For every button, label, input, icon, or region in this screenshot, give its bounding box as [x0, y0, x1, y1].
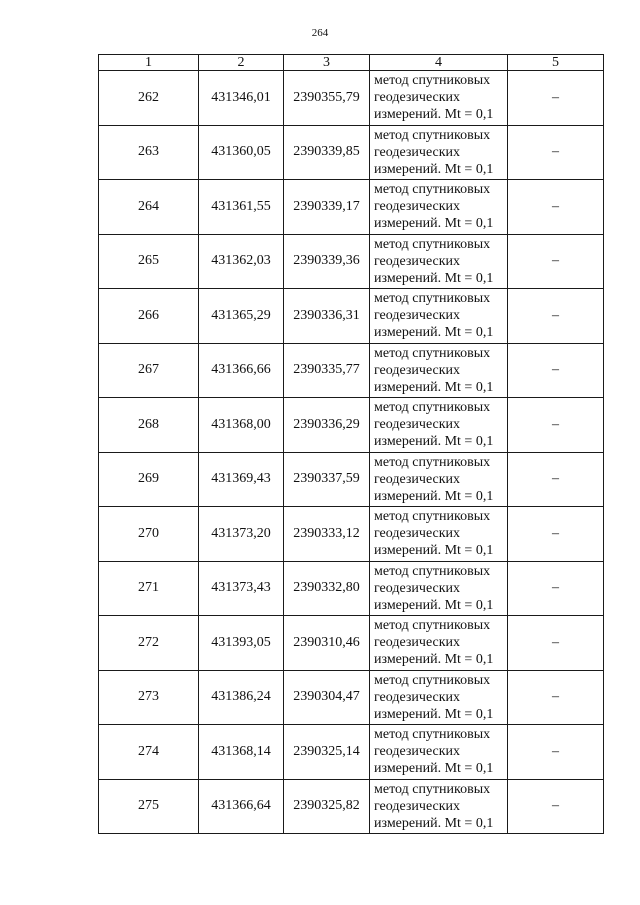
- header-row: [99, 55, 604, 71]
- table-body: [99, 71, 604, 834]
- x-coordinate-cell: 431360,05: [199, 125, 284, 180]
- note-cell: –: [508, 343, 604, 398]
- note-cell: –: [508, 507, 604, 562]
- note-cell: –: [508, 180, 604, 235]
- note-cell: –: [508, 71, 604, 126]
- method-cell: метод спутниковых геодезических измерений. Mt = 0,1: [370, 616, 508, 671]
- table-row: [99, 180, 604, 235]
- table-row: [99, 725, 604, 780]
- method-cell: метод спутниковых геодезических измерений. Mt = 0,1: [370, 452, 508, 507]
- y-coordinate-cell: 2390332,80: [284, 561, 370, 616]
- method-cell: метод спутниковых геодезических измерений. Mt = 0,1: [370, 561, 508, 616]
- x-coordinate-cell: 431368,14: [199, 725, 284, 780]
- note-cell: –: [508, 234, 604, 289]
- y-coordinate-cell: 2390339,17: [284, 180, 370, 235]
- header-col-5: 5: [508, 55, 604, 71]
- point-number-cell: 262: [99, 71, 199, 126]
- table-row: [99, 452, 604, 507]
- table-header: [99, 55, 604, 71]
- x-coordinate-cell: 431365,29: [199, 289, 284, 344]
- x-coordinate-cell: 431373,43: [199, 561, 284, 616]
- note-cell: –: [508, 452, 604, 507]
- note-cell: –: [508, 289, 604, 344]
- x-coordinate-cell: 431368,00: [199, 398, 284, 453]
- y-coordinate-cell: 2390325,82: [284, 779, 370, 834]
- y-coordinate-cell: 2390335,77: [284, 343, 370, 398]
- note-cell: –: [508, 561, 604, 616]
- note-cell: –: [508, 670, 604, 725]
- method-cell: метод спутниковых геодезических измерений. Mt = 0,1: [370, 670, 508, 725]
- y-coordinate-cell: 2390304,47: [284, 670, 370, 725]
- x-coordinate-cell: 431366,66: [199, 343, 284, 398]
- point-number-cell: 275: [99, 779, 199, 834]
- point-number-cell: 273: [99, 670, 199, 725]
- note-cell: –: [508, 616, 604, 671]
- table-row: [99, 343, 604, 398]
- point-number-cell: 272: [99, 616, 199, 671]
- method-cell: метод спутниковых геодезических измерений. Mt = 0,1: [370, 725, 508, 780]
- point-number-cell: 263: [99, 125, 199, 180]
- note-cell: –: [508, 398, 604, 453]
- point-number-cell: 270: [99, 507, 199, 562]
- coordinates-table: [98, 54, 604, 834]
- table-row: [99, 616, 604, 671]
- y-coordinate-cell: 2390339,85: [284, 125, 370, 180]
- note-cell: –: [508, 725, 604, 780]
- y-coordinate-cell: 2390336,31: [284, 289, 370, 344]
- table-row: [99, 779, 604, 834]
- method-cell: метод спутниковых геодезических измерений. Mt = 0,1: [370, 234, 508, 289]
- x-coordinate-cell: 431361,55: [199, 180, 284, 235]
- y-coordinate-cell: 2390325,14: [284, 725, 370, 780]
- point-number-cell: 265: [99, 234, 199, 289]
- table-row: [99, 289, 604, 344]
- x-coordinate-cell: 431369,43: [199, 452, 284, 507]
- header-col-2: 2: [199, 55, 284, 71]
- table-row: [99, 71, 604, 126]
- header-col-4: 4: [370, 55, 508, 71]
- x-coordinate-cell: 431362,03: [199, 234, 284, 289]
- method-cell: метод спутниковых геодезических измерений. Mt = 0,1: [370, 180, 508, 235]
- point-number-cell: 266: [99, 289, 199, 344]
- method-cell: метод спутниковых геодезических измерений. Mt = 0,1: [370, 343, 508, 398]
- method-cell: метод спутниковых геодезических измерений. Mt = 0,1: [370, 779, 508, 834]
- table-row: [99, 234, 604, 289]
- x-coordinate-cell: 431366,64: [199, 779, 284, 834]
- table-row: [99, 670, 604, 725]
- x-coordinate-cell: 431373,20: [199, 507, 284, 562]
- note-cell: –: [508, 779, 604, 834]
- point-number-cell: 274: [99, 725, 199, 780]
- y-coordinate-cell: 2390333,12: [284, 507, 370, 562]
- y-coordinate-cell: 2390336,29: [284, 398, 370, 453]
- method-cell: метод спутниковых геодезических измерений. Mt = 0,1: [370, 71, 508, 126]
- table-row: [99, 561, 604, 616]
- method-cell: метод спутниковых геодезических измерений. Mt = 0,1: [370, 289, 508, 344]
- x-coordinate-cell: 431346,01: [199, 71, 284, 126]
- table-row: [99, 125, 604, 180]
- table-row: [99, 507, 604, 562]
- y-coordinate-cell: 2390337,59: [284, 452, 370, 507]
- note-cell: –: [508, 125, 604, 180]
- y-coordinate-cell: 2390310,46: [284, 616, 370, 671]
- page-number: 264: [311, 27, 329, 39]
- header-col-3: 3: [284, 55, 370, 71]
- header-col-1: 1: [99, 55, 199, 71]
- point-number-cell: 264: [99, 180, 199, 235]
- point-number-cell: 267: [99, 343, 199, 398]
- table-row: [99, 398, 604, 453]
- method-cell: метод спутниковых геодезических измерений. Mt = 0,1: [370, 125, 508, 180]
- point-number-cell: 268: [99, 398, 199, 453]
- x-coordinate-cell: 431393,05: [199, 616, 284, 671]
- x-coordinate-cell: 431386,24: [199, 670, 284, 725]
- y-coordinate-cell: 2390339,36: [284, 234, 370, 289]
- method-cell: метод спутниковых геодезических измерений. Mt = 0,1: [370, 398, 508, 453]
- point-number-cell: 271: [99, 561, 199, 616]
- point-number-cell: 269: [99, 452, 199, 507]
- method-cell: метод спутниковых геодезических измерений. Mt = 0,1: [370, 507, 508, 562]
- y-coordinate-cell: 2390355,79: [284, 71, 370, 126]
